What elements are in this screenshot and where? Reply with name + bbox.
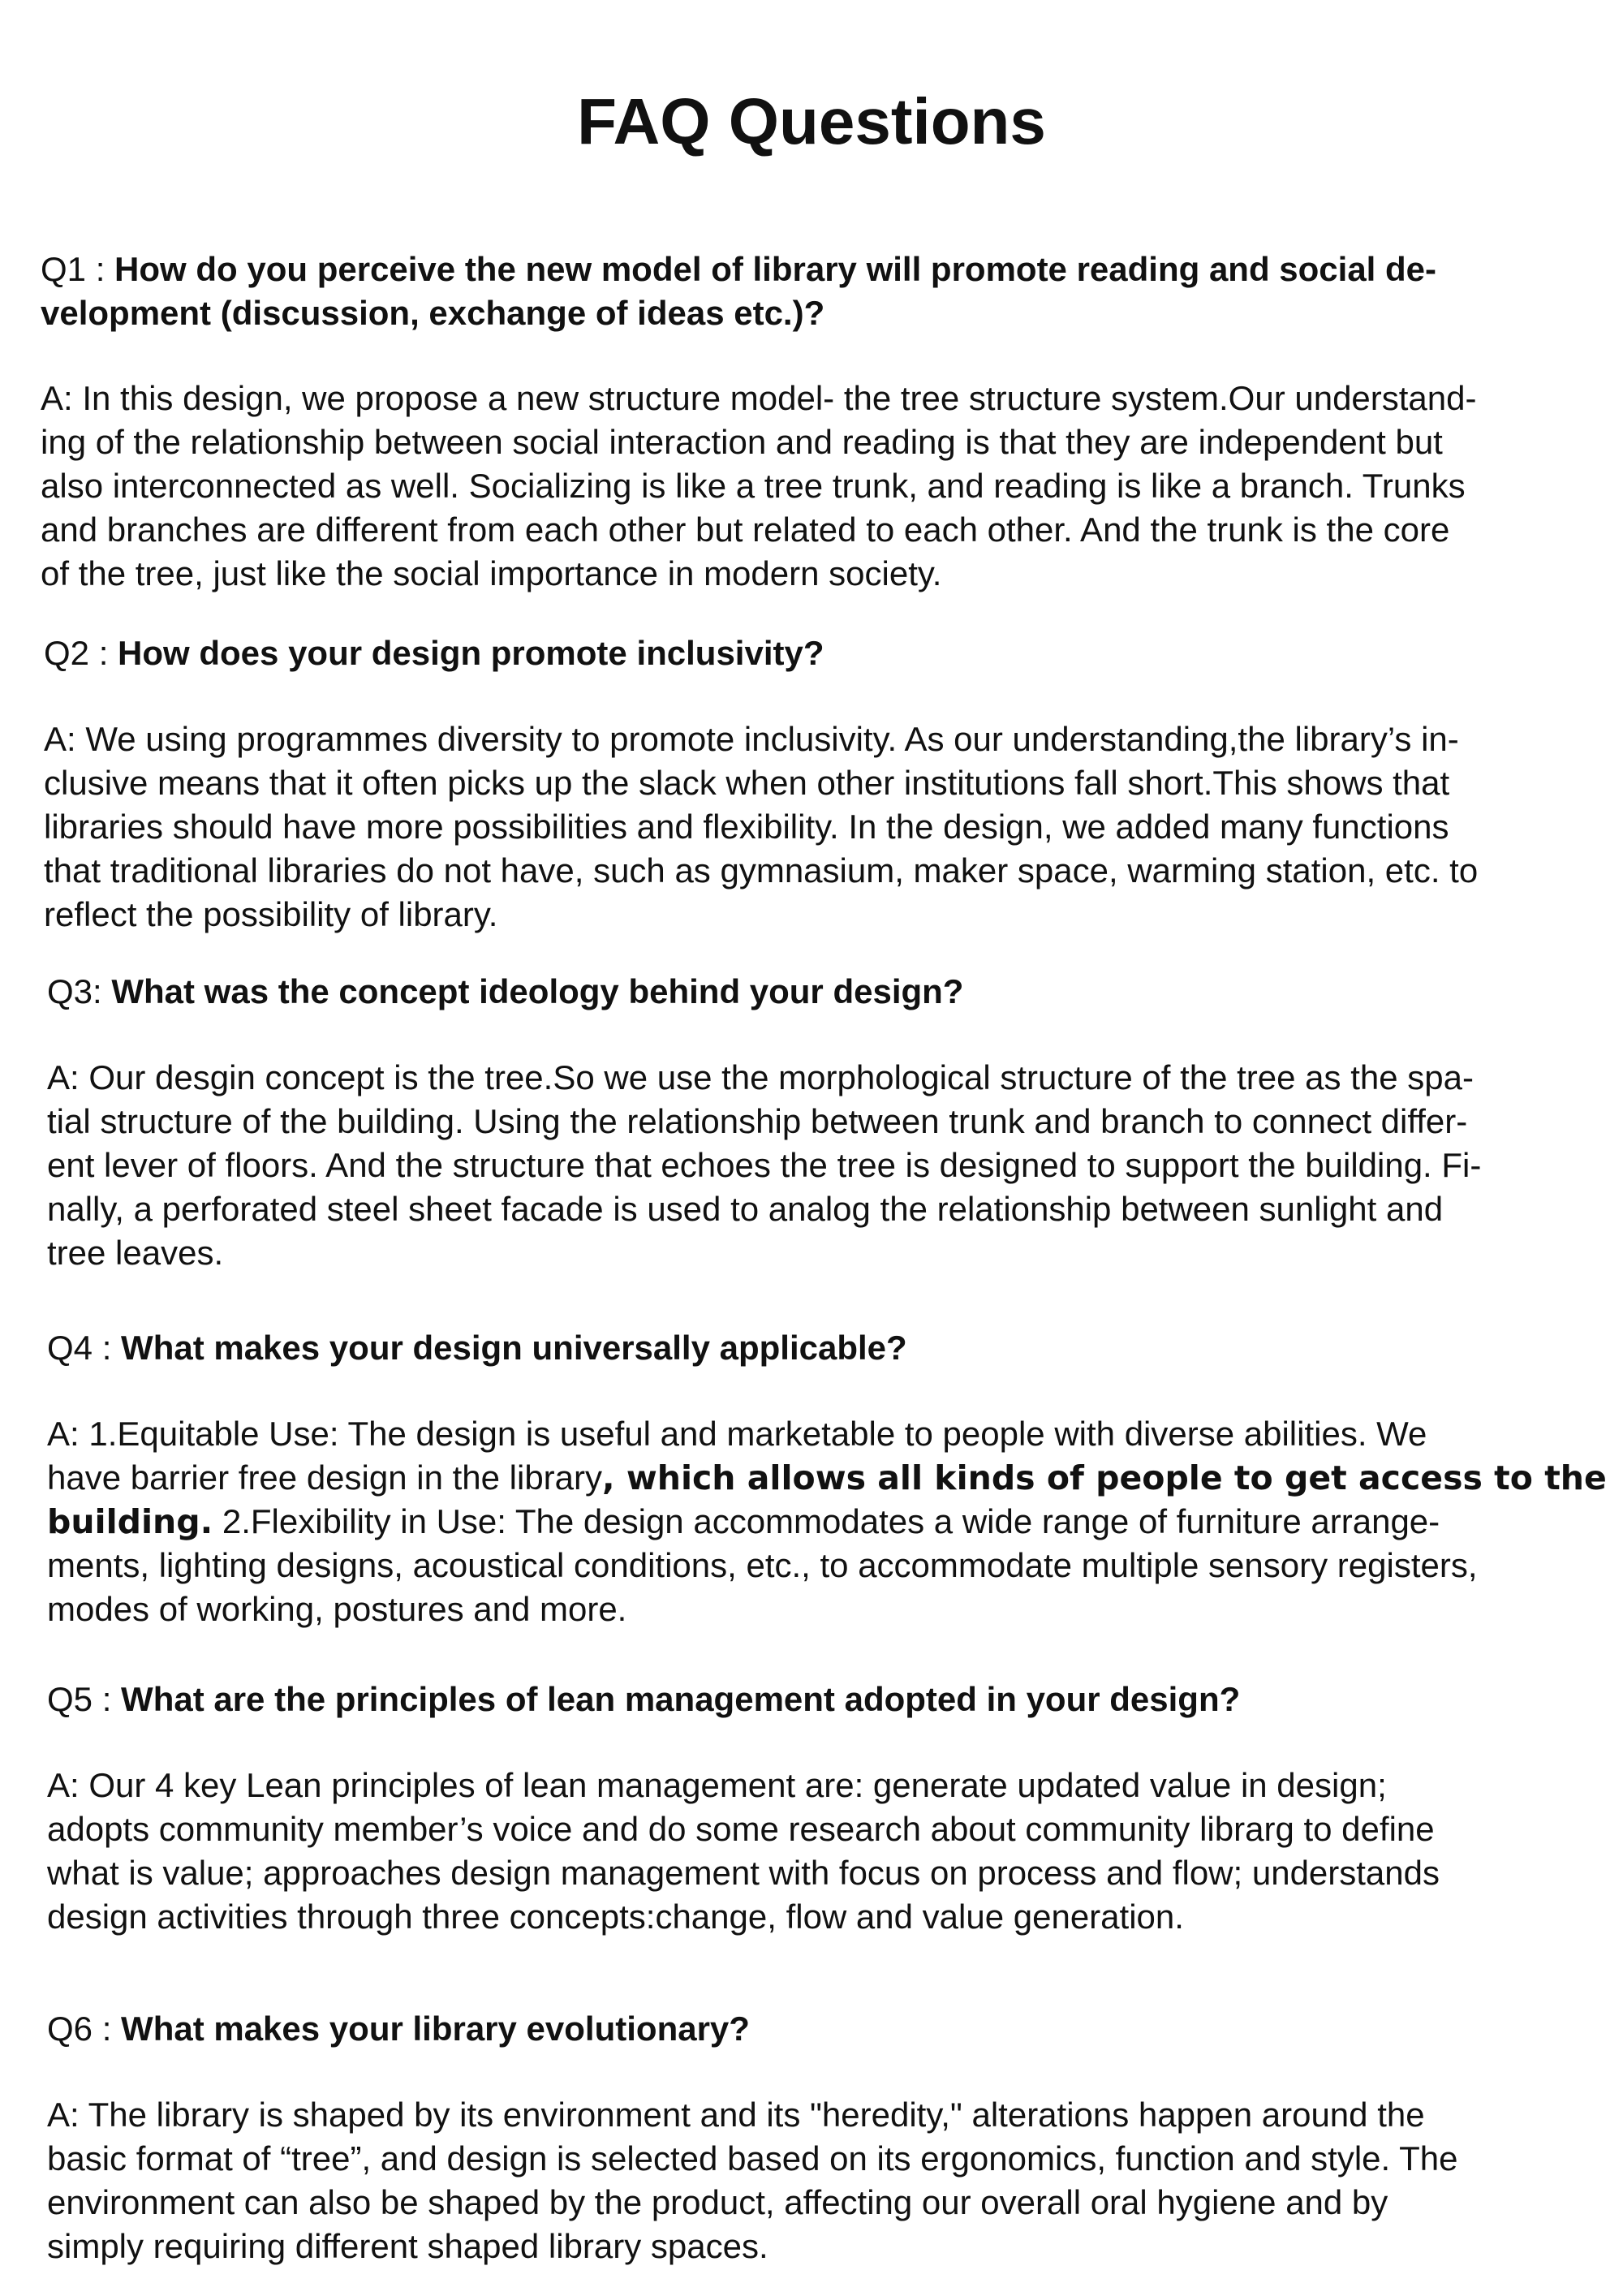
question-prefix: Q1 : <box>41 250 115 288</box>
faq-item-1 <box>41 248 1623 335</box>
question-text: velopment (discussion, exchange of ideas etc.)? <box>41 294 825 332</box>
answer-line: reflect the possibility of library. <box>44 895 498 933</box>
answer-line: 2.Flexibility in Use: The design accommodates a wide range of furniture arrange- <box>213 1502 1440 1540</box>
answer-3 <box>47 1056 1623 1275</box>
answer-line: ing of the relationship between social interaction and reading is that they are independent but <box>41 423 1443 461</box>
answer-1 <box>41 377 1623 596</box>
question-text: How does your design promote inclusivity? <box>118 634 824 672</box>
question-3 <box>47 970 1623 1014</box>
question-prefix: Q5 : <box>47 1680 122 1718</box>
answer-line: also interconnected as well. Socializing is like a tree trunk, and reading is like a branch. Trunks <box>41 467 1466 505</box>
answer-line: A: Our 4 key Lean principles of lean management are: generate updated value in design; <box>47 1766 1387 1804</box>
answer-emphasis: building. <box>47 1502 213 1541</box>
answer-line: A: In this design, we propose a new structure model- the tree structure system.Our understand- <box>41 379 1477 417</box>
question-prefix: Q6 : <box>47 2010 122 2048</box>
answer-emphasis: , which allows all kinds of people to get access to the <box>602 1458 1607 1497</box>
answer-line: design activities through three concepts:change, flow and value generation. <box>47 1898 1184 1936</box>
question-text: What makes your design universally applicable? <box>121 1329 907 1367</box>
answer-line: tial structure of the building. Using the relationship between trunk and branch to connect differ- <box>47 1102 1468 1140</box>
question-prefix: Q3: <box>47 972 112 1010</box>
question-6 <box>47 2007 1623 2051</box>
question-prefix: Q2 : <box>44 634 118 672</box>
answer-line: modes of working, postures and more. <box>47 1590 627 1628</box>
answer-2 <box>44 717 1623 937</box>
faq-item-5 <box>47 1678 1623 1721</box>
answer-line: A: We using programmes diversity to promote inclusivity. As our understanding,the library’s in- <box>44 720 1459 758</box>
answer-line: libraries should have more possibilities and flexibility. In the design, we added many functions <box>44 808 1449 846</box>
answer-4 <box>47 1412 1623 1631</box>
answer-line: simply requiring different shaped library spaces. <box>47 2227 768 2265</box>
question-5 <box>47 1678 1623 1721</box>
answer-line: A: Our desgin concept is the tree.So we use the morphological structure of the tree as the spa- <box>47 1058 1474 1096</box>
question-4 <box>47 1326 1623 1370</box>
answer-line: of the tree, just like the social importance in modern society. <box>41 554 942 592</box>
answer-line: tree leaves. <box>47 1234 224 1272</box>
answer-line: adopts community member’s voice and do some research about community librarg to define <box>47 1810 1435 1848</box>
faq-item-6 <box>47 2007 1623 2051</box>
faq-item-3 <box>47 970 1623 1014</box>
answer-line: ent lever of floors. And the structure that echoes the tree is designed to support the building. Fi- <box>47 1146 1482 1184</box>
answer-line: have barrier free design in the library <box>47 1458 603 1497</box>
answer-line: A: 1.Equitable Use: The design is useful and marketable to people with diverse abilities. We <box>47 1415 1427 1453</box>
answer-line: what is value; approaches design management with focus on process and flow; understands <box>47 1854 1440 1892</box>
answer-5 <box>47 1764 1623 1939</box>
faq-item-4 <box>47 1326 1623 1370</box>
answer-line: basic format of “tree”, and design is selected based on its ergonomics, function and style. The <box>47 2139 1458 2178</box>
question-text: How do you perceive the new model of library will promote reading and social de- <box>114 250 1437 288</box>
answer-line: ments, lighting designs, acoustical conditions, etc., to accommodate multiple sensory registers, <box>47 1546 1478 1584</box>
answer-line: clusive means that it often picks up the slack when other institutions fall short.This shows that <box>44 764 1450 802</box>
answer-line: A: The library is shaped by its environment and its "heredity," alterations happen around the <box>47 2096 1425 2134</box>
answer-line: environment can also be shaped by the product, affecting our overall oral hygiene and by <box>47 2183 1388 2221</box>
question-text: What was the concept ideology behind your design? <box>111 972 964 1010</box>
question-prefix: Q4 : <box>47 1329 122 1367</box>
answer-line: that traditional libraries do not have, such as gymnasium, maker space, warming station, etc. to <box>44 851 1479 890</box>
page-title: FAQ Questions <box>577 85 1046 157</box>
question-text: What makes your library evolutionary? <box>121 2010 750 2048</box>
answer-line: and branches are different from each other but related to each other. And the trunk is the core <box>41 510 1450 549</box>
question-2 <box>44 631 1623 675</box>
faq-item-2 <box>44 631 1623 675</box>
question-1 <box>41 248 1623 335</box>
answer-6 <box>47 2093 1623 2268</box>
answer-line: nally, a perforated steel sheet facade is used to analog the relationship between sunlight and <box>47 1190 1444 1228</box>
question-text: What are the principles of lean management adopted in your design? <box>121 1680 1241 1718</box>
